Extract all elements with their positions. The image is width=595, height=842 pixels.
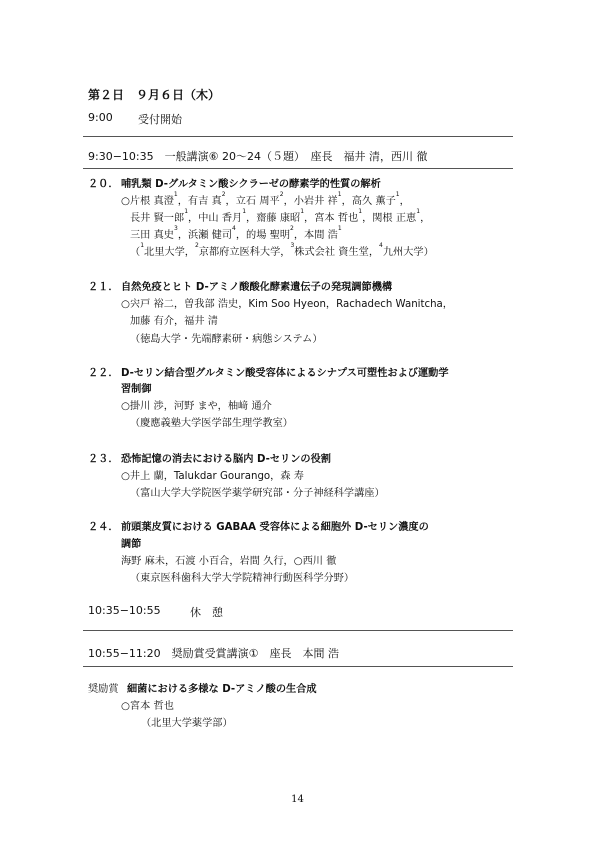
talk-affiliation: （徳島大学・先端酵素研・病態システム） [130,334,323,345]
talk-affiliation: （$^1$北里大学，$^2$京都府立医科大学，$^3$株式会社 資生堂，$^4$九州大学） [130,242,434,258]
divider [83,136,513,137]
talk-number: ２４． [88,522,119,533]
talk-number: ２３． [88,454,119,465]
talk-affiliation: （慶應義塾大学医学部生理学教室） [130,418,293,429]
award-author: ○宮本 哲也 [121,701,174,712]
session2-header: 10:55−11:20 奨励賞受賞講演① 座長 本間 浩 [88,647,339,660]
break-label: 休 憩 [190,606,223,619]
reception-label: 受付開始 [138,113,182,126]
talk-title-continued: 習制御 [121,384,152,395]
talk-title-continued: 調節 [121,539,142,550]
day-heading: 第２日 ９月６日（木） [88,88,221,102]
talk-affiliation: （東京医科歯科大学大学院精神行動医科学分野） [130,573,355,584]
divider [83,168,513,169]
break-time: 10:35−10:55 [88,604,161,617]
talk-authors: 加藤 有介，福井 清 [130,316,218,327]
divider [83,630,513,631]
divider [83,666,513,667]
award-label: 奨励賞 [88,684,119,695]
talk-authors: ○宍戸 裕二，曽我部 浩史，Kim Soo Hyeon，Rachadech Wanitcha， [121,299,453,310]
talk-title: D-セリン結合型グルタミン酸受容体によるシナプス可塑性および運動学 [121,368,449,379]
talk-authors: 長井 賢一郎$^1$，中山 香月$^1$，齋藤 康昭$^1$，宮本 哲也$^1$，関根 正恵$^1$， [130,208,431,224]
talk-title: 前頭葉皮質における GABAA 受容体による細胞外 D-セリン濃度の [121,522,429,533]
talk-authors: 三田 真史$^3$，浜瀬 健司$^4$，的場 聖明$^2$，本間 浩$^1$ [130,225,342,241]
talk-authors: 海野 麻未，石渡 小百合，岩間 久行，○西川 徹 [121,556,337,567]
talk-number: ２１． [88,282,119,293]
talk-authors: ○井上 蘭，Talukdar Gourango，森 寿 [121,471,304,482]
award-affiliation: （北里大学薬学部） [141,718,233,729]
award-title: 細菌における多様な D-アミノ酸の生合成 [127,684,317,695]
talk-number: ２２． [88,368,119,379]
talk-title: 恐怖記憶の消去における脳内 D-セリンの役割 [121,454,331,465]
talk-authors: ○掛川 渉，河野 まや，柚﨑 通介 [121,401,272,412]
page-number: 14 [291,794,304,805]
reception-time: 9:00 [88,111,113,124]
session1-header: 9:30−10:35 一般講演⑥ 20〜24（５題） 座長 福井 清，西川 徹 [88,150,428,163]
talk-title: 自然免疫とヒト D-アミノ酸酸化酵素遺伝子の発現調節機構 [121,282,393,293]
talk-authors: ○片根 真澄$^1$，有吉 真$^2$，立石 周平$^2$，小岩井 祥$^1$，高久 薫子$^1$， [121,191,410,207]
talk-affiliation: （富山大学大学院医学薬学研究部・分子神経科学講座） [130,488,385,499]
talk-number: ２０． [88,179,119,190]
talk-title: 哺乳類 D-グルタミン酸シクラーゼの酵素学的性質の解析 [121,179,381,190]
